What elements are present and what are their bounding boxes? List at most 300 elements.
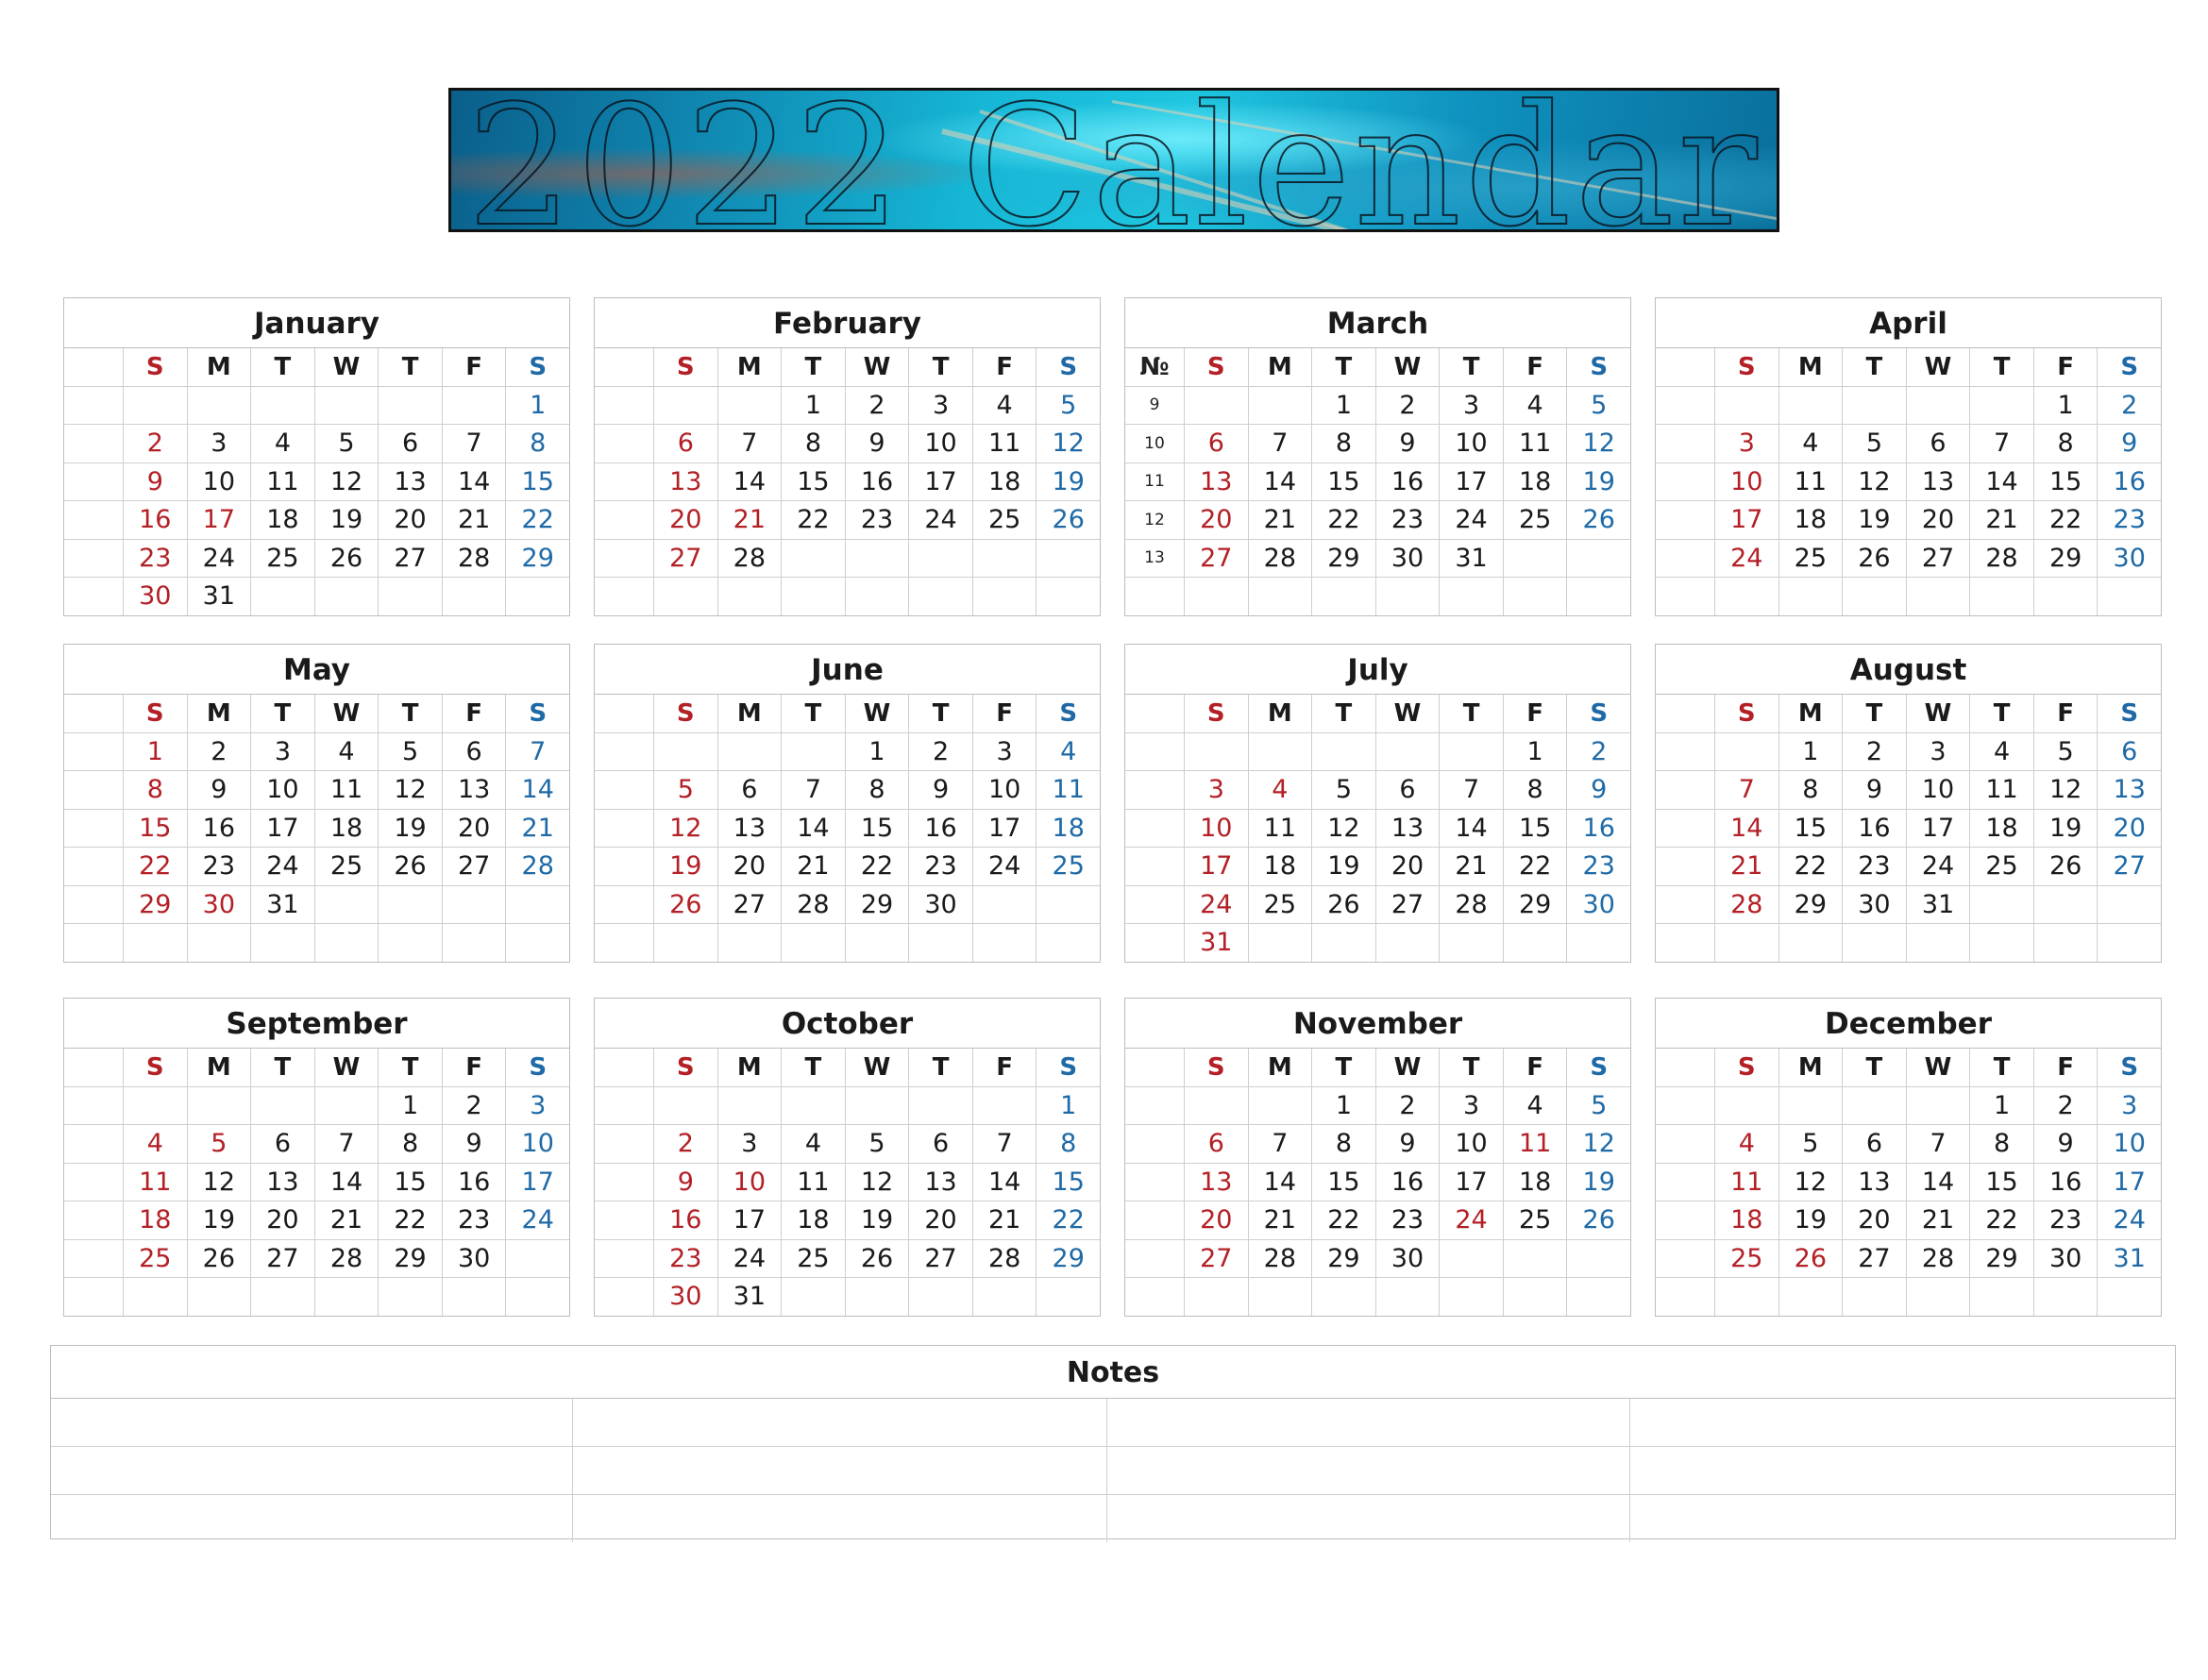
day-cell: 7	[1439, 771, 1503, 809]
day-cell: 13	[1906, 463, 1970, 501]
day-cell: 13	[1842, 1164, 1906, 1201]
week-number: 11	[1144, 472, 1165, 492]
week-number-header	[1125, 1049, 1184, 1086]
weekday-header: W	[1375, 695, 1440, 732]
day-cell: 31	[1906, 886, 1970, 924]
day-cell: 5	[1311, 771, 1375, 809]
week-row	[1656, 540, 2161, 579]
day-cell: 17	[2097, 1164, 2161, 1201]
week-row	[595, 733, 1100, 772]
week-number-header	[1656, 348, 1714, 386]
week-number	[1125, 578, 1184, 615]
week-number	[1125, 886, 1184, 924]
week-row	[1656, 924, 2161, 962]
weekday-header: F	[442, 1049, 506, 1086]
day-cell	[442, 578, 506, 615]
day-cell: 20	[442, 810, 506, 848]
day-cell: 16	[2097, 463, 2161, 501]
day-cell	[972, 540, 1037, 578]
day-cell: 8	[378, 1125, 442, 1163]
weekday-header: S	[2097, 348, 2161, 386]
notes-cell[interactable]	[1106, 1495, 1629, 1542]
day-cell: 19	[1842, 501, 1906, 539]
week-row	[1656, 1087, 2161, 1126]
day-cell: 8	[2033, 425, 2098, 462]
weekday-header: T	[378, 348, 442, 386]
day-cell: 2	[2097, 387, 2161, 425]
weekday-header: T	[1311, 348, 1375, 386]
day-cell: 10	[1439, 1125, 1503, 1163]
week-row	[595, 924, 1100, 962]
week-number	[1125, 810, 1184, 848]
weekday-header: M	[1778, 1049, 1843, 1086]
weekday-header: W	[314, 1049, 379, 1086]
day-cell	[653, 924, 717, 962]
week-row	[595, 540, 1100, 579]
day-cell	[1714, 578, 1778, 615]
week-row	[1125, 1087, 1630, 1126]
weekday-header: F	[2033, 1049, 2098, 1086]
day-cell: 23	[1375, 501, 1440, 539]
day-cell: 28	[781, 886, 845, 924]
week-number	[595, 425, 653, 462]
day-cell: 11	[1248, 810, 1312, 848]
day-cell: 7	[1248, 425, 1312, 462]
day-cell: 14	[1248, 463, 1312, 501]
day-cell: 18	[314, 810, 379, 848]
week-row	[1125, 848, 1630, 886]
week-row	[595, 848, 1100, 886]
day-cell: 3	[1714, 425, 1778, 462]
week-row	[1125, 771, 1630, 810]
week-row	[64, 387, 569, 426]
week-number	[595, 886, 653, 924]
week-number	[64, 848, 123, 885]
day-cell: 16	[1375, 1164, 1440, 1201]
day-cell: 9	[653, 1164, 717, 1201]
week-row	[64, 1087, 569, 1126]
week-number-header	[64, 1049, 123, 1086]
week-number	[595, 463, 653, 501]
weekday-header: T	[378, 695, 442, 732]
day-cell	[1566, 1240, 1630, 1278]
week-number	[1656, 1164, 1714, 1201]
week-number	[1656, 848, 1714, 885]
day-cell: 3	[972, 733, 1037, 771]
weekday-header: T	[378, 1049, 442, 1086]
day-cell	[505, 886, 569, 924]
weekday-header: S	[1036, 348, 1100, 386]
day-cell: 24	[1439, 1201, 1503, 1239]
day-cell: 15	[1778, 810, 1843, 848]
day-cell: 18	[1036, 810, 1100, 848]
day-cell	[1439, 1240, 1503, 1278]
day-cell: 3	[1906, 733, 1970, 771]
day-cell	[2097, 1278, 2161, 1316]
day-cell: 29	[123, 886, 187, 924]
day-cell: 5	[845, 1125, 909, 1163]
day-cell	[505, 924, 569, 962]
weekday-header-row	[595, 348, 1100, 387]
day-cell: 10	[908, 425, 972, 462]
day-cell	[972, 1278, 1037, 1316]
day-cell: 15	[2033, 463, 2098, 501]
weekday-header: S	[1036, 1049, 1100, 1086]
weekday-header: M	[187, 348, 251, 386]
week-number	[64, 540, 123, 578]
day-cell: 3	[505, 1087, 569, 1125]
day-cell: 28	[1248, 1240, 1312, 1278]
weekday-header: S	[653, 695, 717, 732]
notes-cell[interactable]	[1106, 1399, 1629, 1446]
week-number: 9	[1149, 395, 1160, 415]
weekday-header: T	[1842, 695, 1906, 732]
day-cell: 12	[1566, 425, 1630, 462]
weekday-header: T	[781, 1049, 845, 1086]
day-cell	[845, 540, 909, 578]
weekday-header: W	[1906, 348, 1970, 386]
day-cell	[972, 1087, 1037, 1125]
week-row	[1656, 771, 2161, 810]
day-cell: 27	[1842, 1240, 1906, 1278]
notes-body	[51, 1399, 2175, 1542]
week-number	[64, 771, 123, 809]
day-cell: 6	[1375, 771, 1440, 809]
notes-cell[interactable]	[51, 1495, 572, 1542]
notes-cell[interactable]	[1106, 1447, 1629, 1494]
day-cell: 22	[2033, 501, 2098, 539]
week-row	[595, 810, 1100, 848]
day-cell: 23	[653, 1240, 717, 1278]
day-cell: 3	[2097, 1087, 2161, 1125]
month-title: September	[64, 999, 569, 1049]
day-cell: 5	[378, 733, 442, 771]
day-cell: 27	[653, 540, 717, 578]
week-row	[64, 463, 569, 502]
day-cell: 26	[1778, 1240, 1843, 1278]
day-cell	[1184, 387, 1248, 425]
calendar-title: 2022 Calendar	[466, 88, 1761, 232]
day-cell: 21	[442, 501, 506, 539]
day-cell: 4	[1969, 733, 2033, 771]
week-row	[64, 1164, 569, 1202]
day-cell: 29	[1311, 1240, 1375, 1278]
day-cell	[1503, 1240, 1567, 1278]
day-cell	[250, 924, 314, 962]
week-row	[64, 540, 569, 579]
day-cell: 15	[845, 810, 909, 848]
day-cell: 25	[1503, 501, 1567, 539]
day-cell: 27	[1906, 540, 1970, 578]
day-cell	[2097, 886, 2161, 924]
day-cell: 5	[314, 425, 379, 462]
day-cell: 31	[250, 886, 314, 924]
weekday-header: T	[1311, 695, 1375, 732]
week-row	[595, 1164, 1100, 1202]
notes-cell[interactable]	[572, 1399, 1106, 1446]
day-cell	[1248, 733, 1312, 771]
day-cell: 18	[972, 463, 1037, 501]
day-cell: 14	[781, 810, 845, 848]
week-number	[595, 733, 653, 771]
notes-cell[interactable]	[1629, 1495, 2175, 1542]
week-number: 12	[1144, 510, 1165, 529]
day-cell: 26	[653, 886, 717, 924]
day-cell: 31	[1184, 924, 1248, 962]
week-row	[595, 578, 1100, 615]
day-cell: 17	[908, 463, 972, 501]
day-cell: 10	[1906, 771, 1970, 809]
weekday-header: W	[1906, 1049, 1970, 1086]
week-row	[64, 1201, 569, 1240]
week-row	[64, 771, 569, 810]
day-cell: 24	[250, 848, 314, 885]
day-cell: 27	[1375, 886, 1440, 924]
weekday-header: T	[908, 348, 972, 386]
week-number	[1125, 1125, 1184, 1163]
day-cell: 24	[908, 501, 972, 539]
week-number	[1656, 578, 1714, 615]
day-cell: 27	[1184, 1240, 1248, 1278]
week-row	[1125, 425, 1630, 463]
day-cell: 11	[1036, 771, 1100, 809]
week-row	[1656, 1125, 2161, 1164]
day-cell: 6	[2097, 733, 2161, 771]
weekday-header-row	[1656, 348, 2161, 387]
week-number	[595, 387, 653, 425]
day-cell	[378, 1278, 442, 1316]
week-number	[1656, 733, 1714, 771]
day-cell	[1842, 578, 1906, 615]
notes-cell[interactable]	[1629, 1447, 2175, 1494]
day-cell: 26	[845, 1240, 909, 1278]
day-cell	[1906, 387, 1970, 425]
day-cell	[908, 1087, 972, 1125]
week-number	[64, 1240, 123, 1278]
day-cell: 15	[505, 463, 569, 501]
week-number	[1656, 1201, 1714, 1239]
day-cell: 30	[1566, 886, 1630, 924]
weekday-header: S	[123, 695, 187, 732]
day-cell: 17	[717, 1201, 782, 1239]
day-cell: 30	[2033, 1240, 2098, 1278]
week-row	[64, 1125, 569, 1164]
day-cell: 19	[378, 810, 442, 848]
day-cell: 28	[1969, 540, 2033, 578]
day-cell	[653, 578, 717, 615]
day-cell	[314, 1087, 379, 1125]
weekday-header: F	[972, 348, 1037, 386]
day-cell: 9	[1842, 771, 1906, 809]
month-title: January	[64, 298, 569, 348]
day-cell: 30	[1375, 1240, 1440, 1278]
day-cell: 10	[250, 771, 314, 809]
week-number	[595, 771, 653, 809]
day-cell: 8	[1969, 1125, 2033, 1163]
day-cell: 8	[1311, 425, 1375, 462]
day-cell	[187, 1278, 251, 1316]
weekday-header: T	[250, 348, 314, 386]
day-cell: 1	[1778, 733, 1843, 771]
week-row	[1125, 501, 1630, 540]
weekday-header: M	[1248, 1049, 1312, 1086]
week-row	[1656, 1201, 2161, 1240]
day-cell	[378, 886, 442, 924]
notes-cell[interactable]	[1629, 1399, 2175, 1446]
day-cell: 17	[1714, 501, 1778, 539]
day-cell: 30	[908, 886, 972, 924]
week-row	[64, 924, 569, 962]
week-row	[1656, 387, 2161, 426]
day-cell	[845, 924, 909, 962]
day-cell: 4	[1248, 771, 1312, 809]
day-cell: 21	[1714, 848, 1778, 885]
weekday-header: S	[1566, 348, 1630, 386]
weekday-header-row	[64, 695, 569, 733]
week-row	[1656, 578, 2161, 615]
day-cell: 20	[653, 501, 717, 539]
day-cell: 6	[1842, 1125, 1906, 1163]
week-number	[1656, 810, 1714, 848]
day-cell: 18	[781, 1201, 845, 1239]
day-cell: 20	[717, 848, 782, 885]
notes-table	[50, 1345, 2176, 1539]
day-cell: 12	[845, 1164, 909, 1201]
day-cell: 16	[187, 810, 251, 848]
day-cell	[505, 1240, 569, 1278]
week-number	[64, 810, 123, 848]
day-cell: 20	[2097, 810, 2161, 848]
day-cell: 30	[187, 886, 251, 924]
day-cell: 25	[1969, 848, 2033, 885]
day-cell: 7	[314, 1125, 379, 1163]
weekday-header-row	[1125, 348, 1630, 387]
day-cell: 5	[1566, 1087, 1630, 1125]
day-cell: 19	[1566, 463, 1630, 501]
weekday-header: S	[2097, 695, 2161, 732]
day-cell: 22	[781, 501, 845, 539]
month-title: May	[64, 645, 569, 695]
week-row	[595, 387, 1100, 426]
week-number-header	[1656, 695, 1714, 732]
day-cell	[717, 924, 782, 962]
day-cell	[1184, 578, 1248, 615]
day-cell: 11	[314, 771, 379, 809]
day-cell: 29	[378, 1240, 442, 1278]
month-july	[1124, 644, 1631, 963]
day-cell	[442, 1278, 506, 1316]
weekday-header: S	[1036, 695, 1100, 732]
day-cell: 8	[1778, 771, 1843, 809]
week-row	[1125, 1201, 1630, 1240]
day-cell: 14	[1969, 463, 2033, 501]
day-cell	[653, 1087, 717, 1125]
day-cell: 13	[442, 771, 506, 809]
notes-cell[interactable]	[51, 1399, 572, 1446]
day-cell: 10	[1184, 810, 1248, 848]
day-cell	[1503, 1278, 1567, 1316]
notes-cell[interactable]	[572, 1447, 1106, 1494]
day-cell: 22	[1036, 1201, 1100, 1239]
day-cell	[1375, 578, 1440, 615]
day-cell: 29	[845, 886, 909, 924]
weekday-header: W	[1375, 348, 1440, 386]
day-cell: 20	[1375, 848, 1440, 885]
day-cell: 4	[250, 425, 314, 462]
month-august	[1655, 644, 2162, 963]
day-cell: 24	[1439, 501, 1503, 539]
day-cell: 25	[1248, 886, 1312, 924]
day-cell: 12	[1566, 1125, 1630, 1163]
day-cell: 11	[781, 1164, 845, 1201]
week-number	[1656, 1125, 1714, 1163]
day-cell	[1714, 1278, 1778, 1316]
day-cell: 21	[1906, 1201, 1970, 1239]
week-number-header	[595, 1049, 653, 1086]
week-number	[1656, 1240, 1714, 1278]
day-cell: 9	[187, 771, 251, 809]
day-cell: 1	[781, 387, 845, 425]
day-cell: 21	[972, 1201, 1037, 1239]
day-cell: 29	[1036, 1240, 1100, 1278]
week-number	[1125, 771, 1184, 809]
notes-cell[interactable]	[572, 1495, 1106, 1542]
day-cell: 17	[1439, 463, 1503, 501]
day-cell: 4	[781, 1125, 845, 1163]
day-cell: 22	[378, 1201, 442, 1239]
day-cell: 24	[717, 1240, 782, 1278]
week-row	[595, 1125, 1100, 1164]
day-cell: 14	[442, 463, 506, 501]
day-cell: 8	[1036, 1125, 1100, 1163]
day-cell: 16	[2033, 1164, 2098, 1201]
day-cell: 21	[717, 501, 782, 539]
weekday-header: T	[781, 348, 845, 386]
week-number	[64, 463, 123, 501]
day-cell	[1311, 924, 1375, 962]
weekday-header: S	[1184, 695, 1248, 732]
day-cell: 1	[1311, 387, 1375, 425]
notes-cell[interactable]	[51, 1447, 572, 1494]
weekday-header-row	[595, 1049, 1100, 1087]
day-cell: 28	[1248, 540, 1312, 578]
day-cell: 27	[250, 1240, 314, 1278]
day-cell: 30	[2097, 540, 2161, 578]
weekday-header: M	[1778, 348, 1843, 386]
day-cell	[378, 924, 442, 962]
day-cell: 1	[378, 1087, 442, 1125]
day-cell: 23	[1375, 1201, 1440, 1239]
month-title: October	[595, 999, 1100, 1049]
weekday-header: F	[442, 348, 506, 386]
day-cell	[1778, 1278, 1843, 1316]
week-row	[1656, 848, 2161, 886]
day-cell: 6	[717, 771, 782, 809]
day-cell: 26	[1311, 886, 1375, 924]
day-cell	[1375, 924, 1440, 962]
weekday-header-row	[1656, 695, 2161, 733]
day-cell: 25	[250, 540, 314, 578]
day-cell: 11	[123, 1164, 187, 1201]
day-cell: 21	[781, 848, 845, 885]
day-cell: 14	[1248, 1164, 1312, 1201]
week-number	[1656, 463, 1714, 501]
day-cell: 18	[123, 1201, 187, 1239]
weekday-header: T	[908, 695, 972, 732]
week-number	[1125, 1278, 1184, 1316]
day-cell: 26	[378, 848, 442, 885]
day-cell: 24	[972, 848, 1037, 885]
